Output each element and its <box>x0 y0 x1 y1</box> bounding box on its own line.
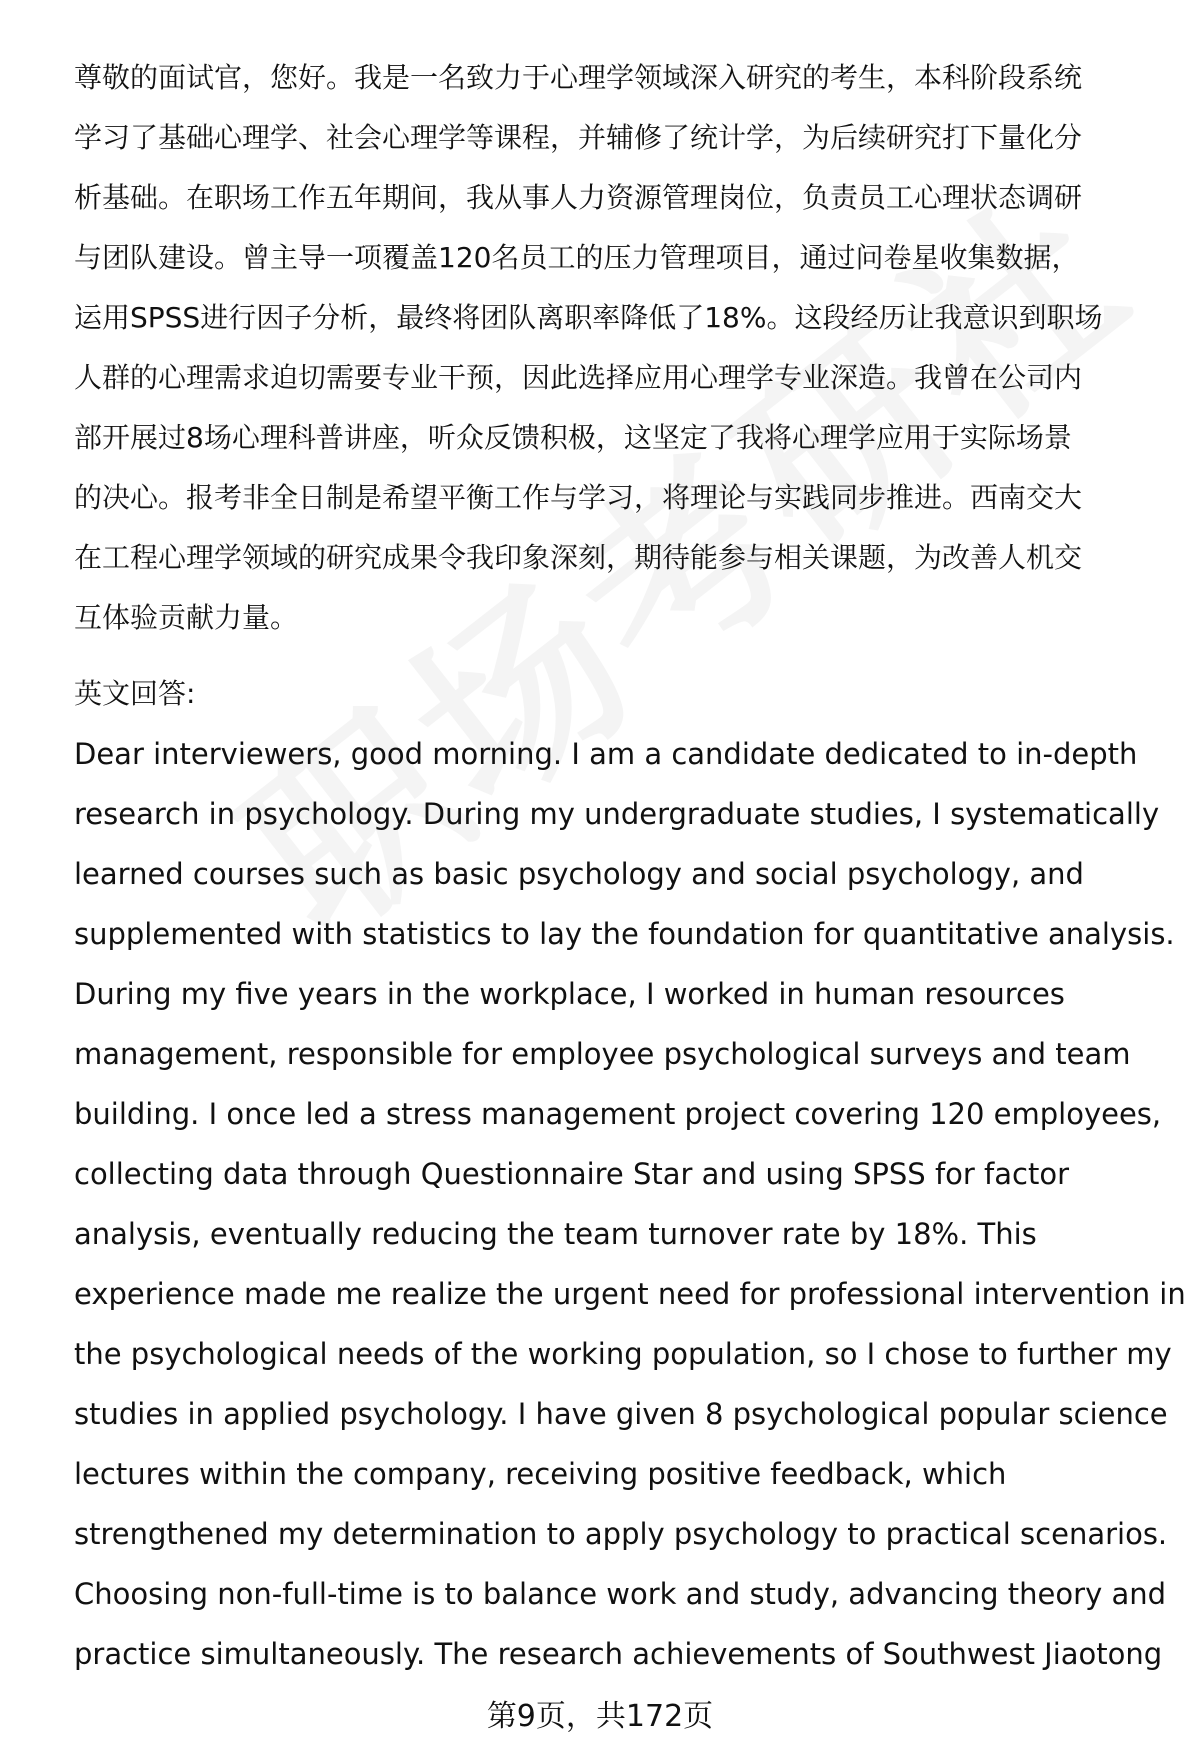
document-body <box>74 48 1186 1684</box>
text-line: During my five years in the workplace, I worked in human resources <box>74 977 1065 1011</box>
text-line: 运用SPSS进行因子分析，最终将团队离职率降低了18%。这段经历让我意识到职场 <box>74 301 1103 334</box>
text-line: 在工程心理学领域的研究成果令我印象深刻，期待能参与相关课题，为改善人机交 <box>74 541 1083 574</box>
text-line: practice simultaneously. The research achievements of Southwest Jiaotong <box>74 1637 1163 1671</box>
text-line: studies in applied psychology. I have given 8 psychological popular science <box>74 1397 1168 1431</box>
text-line: 尊敬的面试官，您好。我是一名致力于心理学领域深入研究的考生，本科阶段系统 <box>74 61 1083 94</box>
text-line: management, responsible for employee psychological surveys and team <box>74 1037 1131 1071</box>
text-line: 与团队建设。曾主导一项覆盖120名员工的压力管理项目，通过问卷星收集数据， <box>74 241 1080 274</box>
english-answer <box>74 724 1186 1684</box>
text-line: supplemented with statistics to lay the foundation for quantitative analysis. <box>74 917 1175 951</box>
text-line: Dear interviewers, good morning. I am a candidate dedicated to in-depth <box>74 737 1138 771</box>
chinese-answer <box>74 48 1164 648</box>
text-line: Choosing non-full-time is to balance work and study, advancing theory and <box>74 1577 1167 1611</box>
page-number-footer: 第9页，共172页 <box>486 1699 714 1734</box>
text-line: 部开展过8场心理科普讲座，听众反馈积极，这坚定了我将心理学应用于实际场景 <box>74 421 1072 454</box>
text-line: 析基础。在职场工作五年期间，我从事人力资源管理岗位，负责员工心理状态调研 <box>74 181 1083 214</box>
text-line: learned courses such as basic psychology and social psychology, and <box>74 857 1084 891</box>
text-line: collecting data through Questionnaire Star and using SPSS for factor <box>74 1157 1069 1191</box>
text-line: experience made me realize the urgent need for professional intervention in <box>74 1277 1186 1311</box>
text-line: the psychological needs of the working population, so I chose to further my <box>74 1337 1172 1371</box>
text-line: 互体验贡献力量。 <box>74 601 299 634</box>
text-line: building. I once led a stress management project covering 120 employees, <box>74 1097 1162 1131</box>
english-answer-heading: 英文回答: <box>74 677 196 710</box>
text-line: analysis, eventually reducing the team turnover rate by 18%. This <box>74 1217 1037 1251</box>
text-line: 的决心。报考非全日制是希望平衡工作与学习，将理论与实践同步推进。西南交大 <box>74 481 1083 514</box>
text-line: 学习了基础心理学、社会心理学等课程，并辅修了统计学，为后续研究打下量化分 <box>74 121 1083 154</box>
text-line: research in psychology. During my undergraduate studies, I systematically <box>74 797 1160 831</box>
text-line: 人群的心理需求迫切需要专业干预，因此选择应用心理学专业深造。我曾在公司内 <box>74 361 1083 394</box>
text-line: strengthened my determination to apply psychology to practical scenarios. <box>74 1517 1168 1551</box>
paragraph-gap <box>74 648 1164 664</box>
text-line: lectures within the company, receiving positive feedback, which <box>74 1457 1007 1491</box>
